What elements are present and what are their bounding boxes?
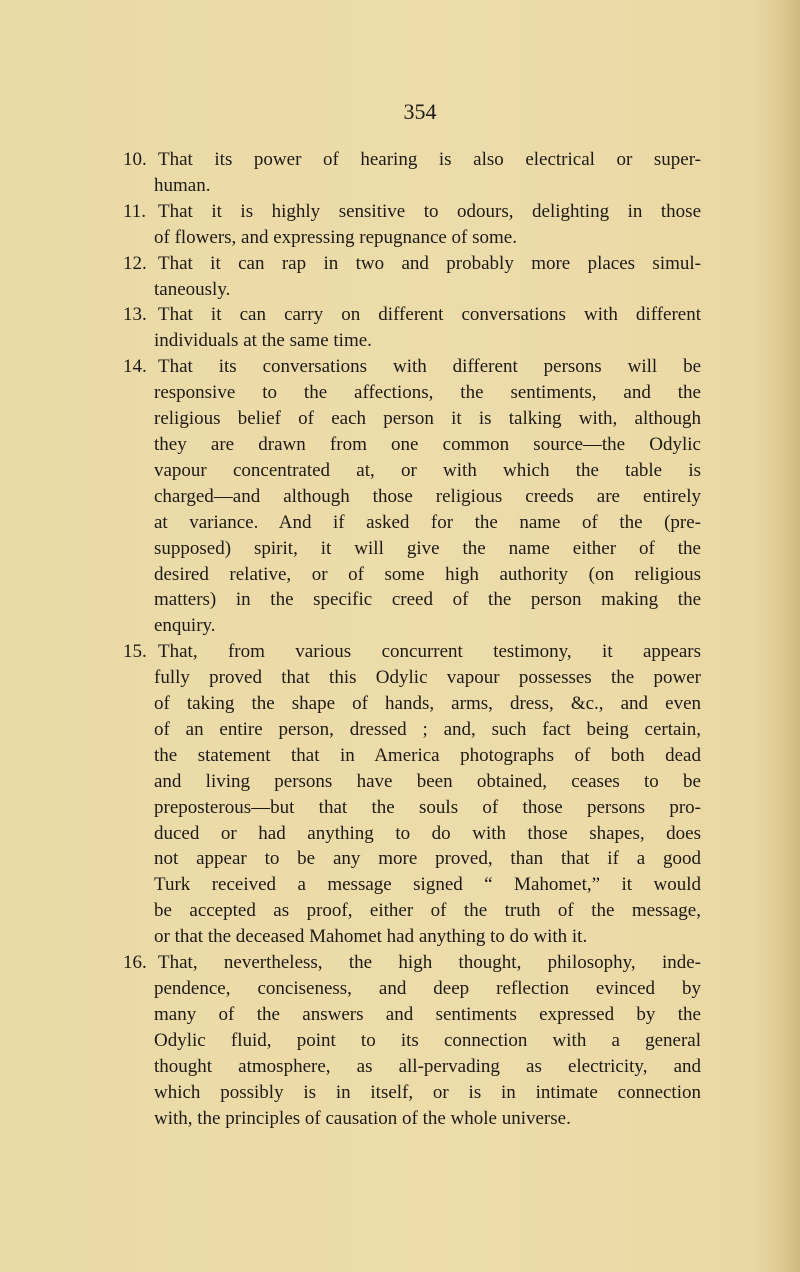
- text-line: supposed) spirit, it will give the name either of the: [154, 537, 701, 559]
- text-line: taneously.: [154, 278, 231, 300]
- text-line: of an entire person, dressed ; and, such fact being certain,: [154, 718, 701, 740]
- list-item: [123, 950, 701, 1131]
- text-line: many of the answers and sentiments expressed by the: [154, 1003, 701, 1025]
- text-line: That, nevertheless, the high thought, philosophy, inde-: [158, 952, 701, 974]
- text-line: individuals at the same time.: [154, 330, 372, 352]
- text-line: responsive to the affections, the sentiments, and the: [154, 382, 701, 404]
- item-number: 16.: [123, 952, 147, 974]
- text-line: the statement that in America photographs of both dead: [154, 744, 701, 766]
- text-line: human.: [154, 174, 211, 196]
- list-item: [123, 147, 701, 199]
- item-number: 12.: [123, 252, 147, 274]
- item-number: 14.: [123, 356, 147, 378]
- list-item: [123, 302, 701, 354]
- text-line: or that the deceased Mahomet had anything to do with it.: [154, 926, 588, 948]
- text-line: religious belief of each person it is talking with, although: [154, 408, 701, 430]
- text-line: enquiry.: [154, 615, 216, 637]
- text-line: duced or had anything to do with those shapes, does: [154, 822, 701, 844]
- list-item: [123, 251, 701, 303]
- page-number: 354: [403, 99, 437, 124]
- text-line: pendence, conciseness, and deep reflection evinced by: [154, 978, 701, 999]
- text-line: preposterous—but that the souls of those persons pro-: [154, 796, 701, 818]
- text-line: Turk received a message signed “ Mahomet,” it would: [154, 874, 701, 896]
- text-line: with, the principles of causation of the whole universe.: [154, 1107, 571, 1129]
- text-line: fully proved that this Odylic vapour possesses the power: [154, 667, 701, 689]
- list-item: [123, 199, 701, 251]
- text-line: of flowers, and expressing repugnance of some.: [154, 226, 517, 248]
- text-line: they are drawn from one common source—the Odylic: [154, 433, 701, 455]
- text-line: of taking the shape of hands, arms, dress, &c., and even: [154, 693, 701, 715]
- text-line: which possibly is in itself, or is in intimate connection: [154, 1081, 701, 1103]
- item-number: 13.: [123, 304, 147, 326]
- text-line: thought atmosphere, as all-pervading as electricity, and: [154, 1055, 701, 1077]
- text-line: charged—and although those religious creeds are entirely: [154, 485, 701, 507]
- text-line: and living persons have been obtained, ceases to be: [154, 770, 701, 792]
- text-line: That it can carry on different conversations with different: [158, 304, 701, 326]
- text-line: desired relative, or of some high authority (on religious: [154, 563, 701, 585]
- item-number: 11.: [123, 200, 147, 222]
- text-line: be accepted as proof, either of the truth of the message,: [154, 900, 701, 922]
- text-line: matters) in the specific creed of the person making the: [154, 589, 701, 611]
- page-body: [123, 147, 701, 1131]
- item-number: 15.: [123, 641, 147, 663]
- text-line: That it is highly sensitive to odours, delighting in those: [158, 200, 701, 222]
- text-line: That its power of hearing is also electrical or super-: [158, 149, 701, 170]
- text-line: That it can rap in two and probably more places simul-: [158, 252, 701, 274]
- text-line: Odylic fluid, point to its connection with a general: [154, 1029, 701, 1051]
- text-line: That, from various concurrent testimony, it appears: [158, 641, 701, 663]
- text-line: not appear to be any more proved, than that if a good: [154, 848, 701, 870]
- text-line: at variance. And if asked for the name of the (pre-: [154, 511, 701, 533]
- text-line: vapour concentrated at, or with which the table is: [154, 459, 701, 481]
- item-number: 10.: [123, 149, 147, 170]
- text-line: That its conversations with different persons will be: [158, 356, 701, 378]
- list-item: [123, 639, 701, 950]
- list-item: [123, 354, 701, 639]
